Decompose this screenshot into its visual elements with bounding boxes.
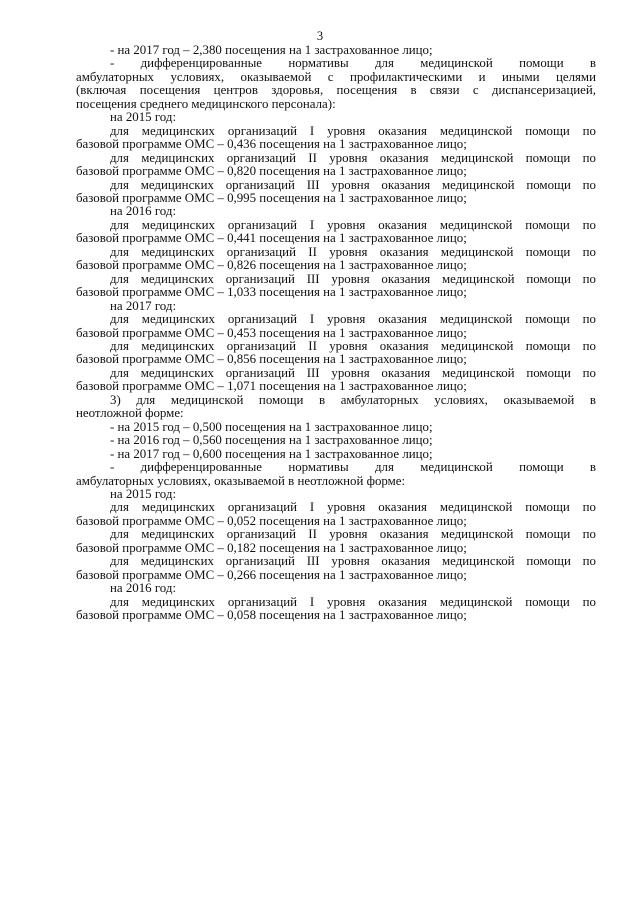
text-line: для медицинских организаций III уровня оказания медицинской помощи по — [110, 554, 596, 569]
text-line: для медицинских организаций III уровня оказания медицинской помощи по — [110, 271, 596, 286]
text-line: на 2016 год: — [110, 581, 177, 596]
text-line: неотложной форме: — [76, 406, 184, 421]
text-line: - дифференцированные нормативы для медицинской помощи в — [110, 460, 596, 475]
text-line: базовой программе ОМС – 1,071 посещения на 1 застрахованное лицо; — [76, 379, 467, 394]
text-line: для медицинских организаций I уровня оказания медицинской помощи по — [110, 312, 596, 327]
text-line: базовой программе ОМС – 0,182 посещения на 1 застрахованное лицо; — [76, 540, 467, 555]
text-line: для медицинских организаций III уровня оказания медицинской помощи по — [110, 177, 596, 192]
text-line: для медицинских организаций II уровня оказания медицинской помощи по — [110, 244, 596, 259]
text-line: - на 2015 год – 0,500 посещения на 1 застрахованное лицо; — [110, 419, 433, 434]
text-line: базовой программе ОМС – 0,453 посещения на 1 застрахованное лицо; — [76, 325, 467, 340]
text-line: на 2015 год: — [110, 110, 177, 125]
text-line: для медицинских организаций I уровня оказания медицинской помощи по — [110, 123, 596, 138]
text-line: для медицинских организаций II уровня оказания медицинской помощи по — [110, 527, 596, 542]
text-line: базовой программе ОМС – 0,820 посещения на 1 застрахованное лицо; — [76, 164, 467, 179]
text-line: для медицинских организаций I уровня оказания медицинской помощи по — [110, 594, 596, 609]
text-line: - на 2016 год – 0,560 посещения на 1 застрахованное лицо; — [110, 433, 433, 448]
text-line: для медицинских организаций I уровня оказания медицинской помощи по — [110, 500, 596, 515]
text-line: на 2015 год: — [110, 486, 177, 501]
text-line: базовой программе ОМС – 0,441 посещения на 1 застрахованное лицо; — [76, 231, 467, 246]
text-line: базовой программе ОМС – 0,436 посещения на 1 застрахованное лицо; — [76, 137, 467, 152]
text-line: базовой программе ОМС – 0,856 посещения на 1 застрахованное лицо; — [76, 352, 467, 367]
text-line: (включая посещения центров здоровья, посещения в связи с диспансеризацией, — [76, 83, 596, 98]
text-line: базовой программе ОМС – 0,058 посещения на 1 застрахованное лицо; — [76, 608, 467, 623]
text-line: базовой программе ОМС – 1,033 посещения на 1 застрахованное лицо; — [76, 285, 467, 300]
text-line: базовой программе ОМС – 0,052 посещения на 1 застрахованное лицо; — [76, 513, 467, 528]
text-line: для медицинских организаций III уровня оказания медицинской помощи по — [110, 365, 596, 380]
text-line: для медицинских организаций II уровня оказания медицинской помощи по — [110, 338, 596, 353]
text-line: для медицинских организаций I уровня оказания медицинской помощи по — [110, 217, 596, 232]
text-line: базовой программе ОМС – 0,266 посещения на 1 застрахованное лицо; — [76, 567, 467, 582]
text-line: базовой программе ОМС – 0,826 посещения на 1 застрахованное лицо; — [76, 258, 467, 273]
text-line: на 2016 год: — [110, 204, 177, 219]
text-line: на 2017 год: — [110, 298, 177, 313]
document-body — [76, 44, 596, 622]
text-line: 3) для медицинской помощи в амбулаторных условиях, оказываемой в — [110, 392, 596, 407]
text-line: - на 2017 год – 2,380 посещения на 1 застрахованное лицо; — [110, 43, 433, 57]
text-line: - на 2017 год – 0,600 посещения на 1 застрахованное лицо; — [110, 446, 433, 461]
text-line: - дифференцированные нормативы для медицинской помощи в — [110, 56, 596, 71]
text-line: амбулаторных условиях, оказываемой в неотложной форме: — [76, 473, 406, 488]
text-line: посещения среднего медицинского персонала): — [76, 96, 336, 111]
text-line: для медицинских организаций II уровня оказания медицинской помощи по — [110, 150, 596, 165]
text-line: амбулаторных условиях, оказываемой с профилактическими и иными целями — [76, 69, 596, 84]
page-number: 3 — [316, 29, 324, 43]
text-line: базовой программе ОМС – 0,995 посещения на 1 застрахованное лицо; — [76, 190, 467, 205]
